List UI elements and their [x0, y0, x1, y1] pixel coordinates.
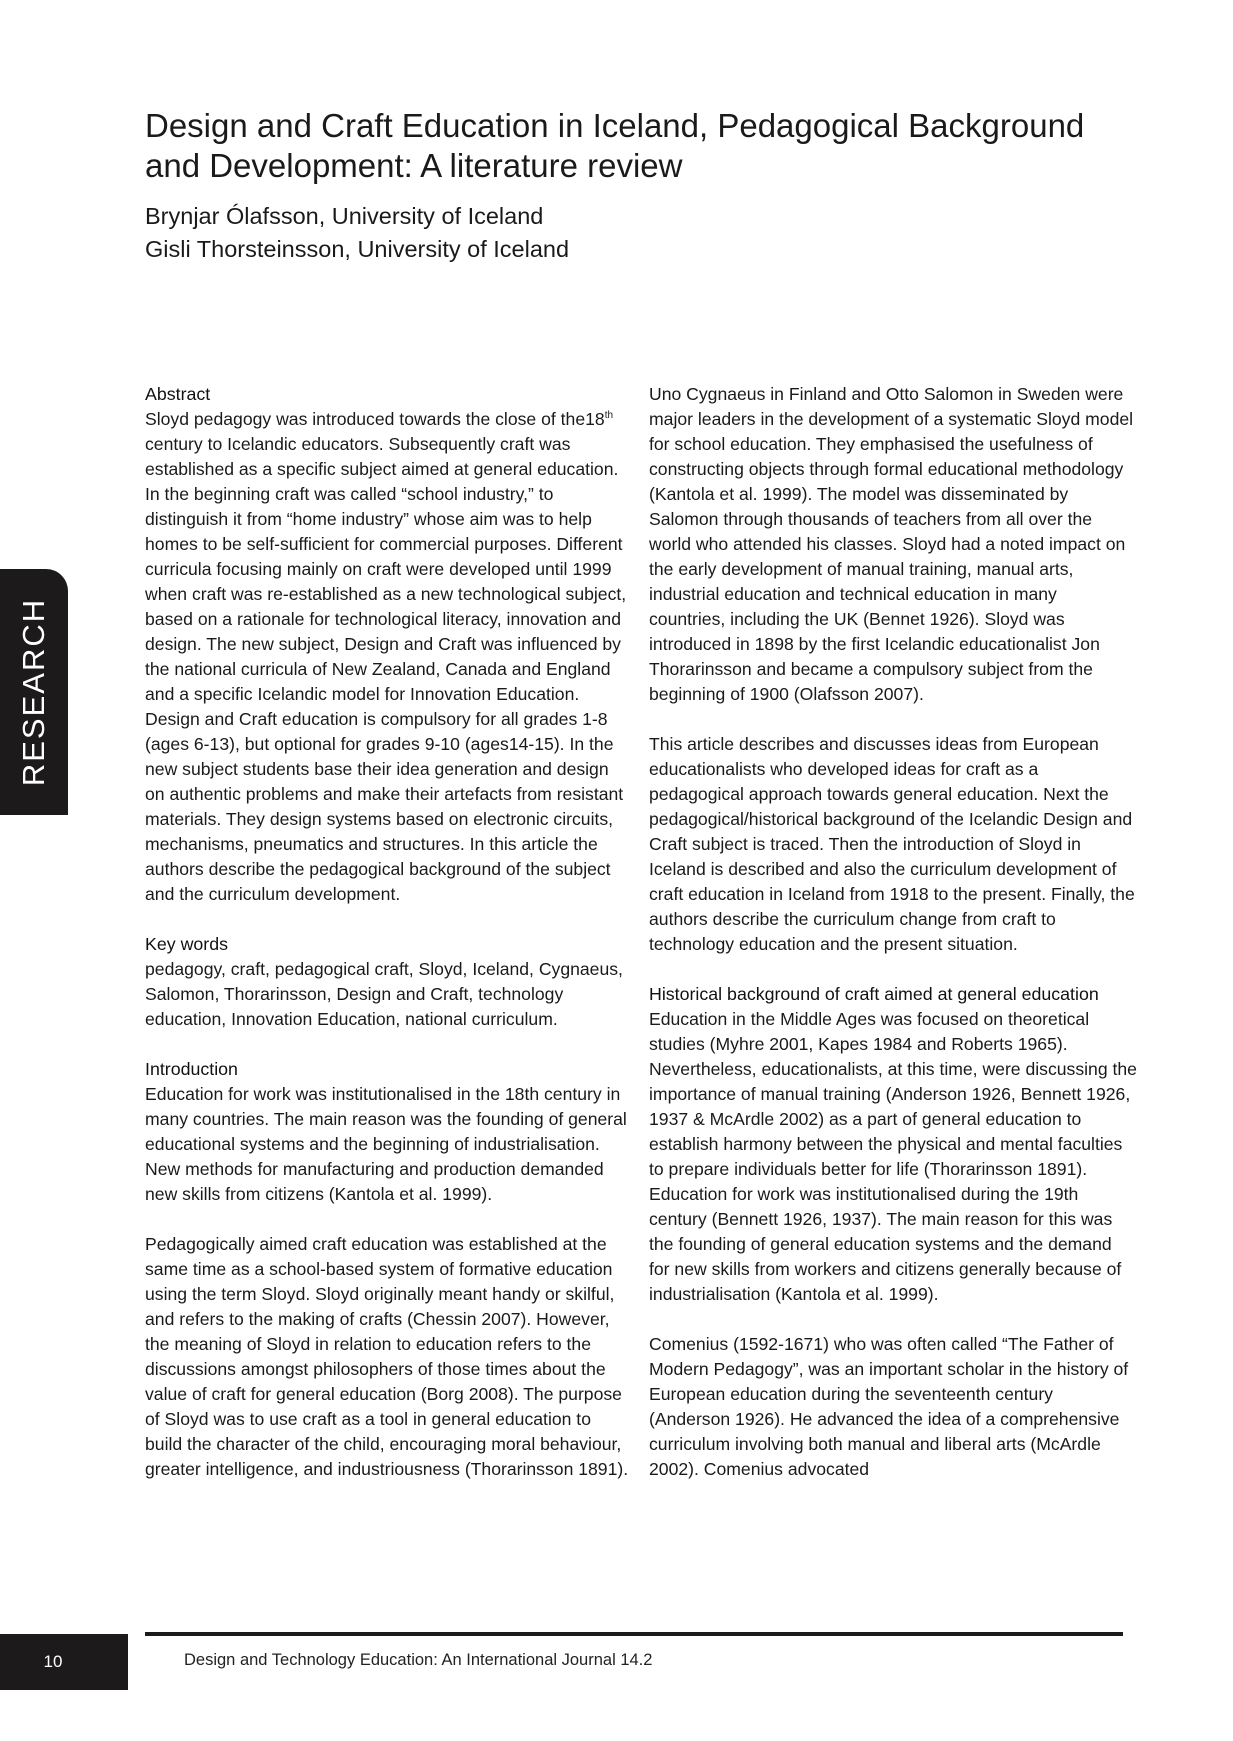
body-paragraph: Education in the Middle Ages was focused on theoretical studies (Myhre 2001, Kapes 1984 and Roberts 1965). Nevertheless, educationalists, at this time, were discussing the importance of manual training (Anderson 1926, Bennett 1926, 1937 & McArdle 2002) as a part of general education to establish harmony between the physical and mental faculties to prepare individuals better for life (Thorarinsson 1891). Education for work was institutionalised during the 19th century (Bennett 1926, 1937). The main reason for this was the founding of general education systems and the demand for new skills from workers and citizens generally because of industrialisation (Kantola et al. 1999). — [649, 1009, 1137, 1304]
abstract-text-start: Sloyd pedagogy was introduced towards the close of the18 — [145, 409, 605, 429]
keywords-heading: Key words — [145, 934, 229, 954]
abstract-heading: Abstract — [145, 384, 211, 404]
section-tab — [0, 569, 68, 815]
body-paragraph: Comenius (1592-1671) who was often called “The Father of Modern Pedagogy”, was an important scholar in the history of European education during the seventeenth century (Anderson 1926). He advanced the idea of a comprehensive curriculum involving both manual and liberal arts (McArdle 2002). Comenius advocated — [649, 1334, 1129, 1479]
article-title: Design and Craft Education in Iceland, Pedagogical Background and Development: A literature review — [145, 107, 1085, 184]
footer-rule — [145, 1632, 1123, 1636]
historical-background-heading: Historical background of craft aimed at general education — [649, 984, 1099, 1004]
right-column — [649, 382, 1137, 1482]
section-tab-label: RESEARCH — [16, 597, 51, 787]
ordinal-suffix: th — [604, 410, 614, 422]
body-paragraph: Uno Cygnaeus in Finland and Otto Salomon in Sweden were major leaders in the development of a systematic Sloyd model for school education. They emphasised the usefulness of constructing objects through formal educational methodology (Kantola et al. 1999). The model was disseminated by Salomon through thousands of teachers from all over the world who attended his classes. Sloyd had a noted impact on the early development of manual training, manual arts, industrial education and technical education in many countries, including the UK (Bennet 1926). Sloyd was introduced in 1898 by the first Icelandic educationalist Jon Thorarinsson and became a compulsory subject from the beginning of 1900 (Olafsson 2007). — [649, 384, 1134, 704]
body-paragraph: This article describes and discusses ideas from European educationalists who developed ideas for craft as a pedagogical approach towards general education. Next the pedagogical/historical background of the Icelandic Design and Craft subject is traced. Then the introduction of Sloyd in Iceland is described and also the curriculum development of craft education in Iceland from 1918 to the present. Finally, the authors describe the curriculum change from craft to technology education and the present situation. — [649, 734, 1135, 954]
introduction-paragraph: Education for work was institutionalised in the 18th century in many countries. The main reason was the founding of general educational systems and the beginning of industrialisation. New methods for manufacturing and production demanded new skills from citizens (Kantola et al. 1999). — [145, 1084, 627, 1204]
introduction-heading: Introduction — [145, 1059, 238, 1079]
introduction-paragraph: Pedagogically aimed craft education was established at the same time as a school-based system of formative education using the term Sloyd. Sloyd originally meant handy or skilful, and refers to the making of crafts (Chessin 2007). However, the meaning of Sloyd in relation to education refers to the discussions amongst philosophers of those times about the value of craft for general education (Borg 2008). The purpose of Sloyd was to use craft as a tool in general education to build the character of the child, encouraging moral behaviour, greater intelligence, and industriousness (Thorarinsson 1891). — [145, 1234, 629, 1479]
author-line: Gisli Thorsteinsson, University of Iceland — [145, 236, 570, 262]
abstract-text — [145, 407, 633, 907]
page-number-box — [0, 1634, 128, 1690]
keywords-text: pedagogy, craft, pedagogical craft, Sloyd, Iceland, Cygnaeus, Salomon, Thorarinsson, Design and Craft, technology education, Innovation Education, national curriculum. — [145, 959, 623, 1029]
page-number: 10 — [43, 1652, 63, 1671]
author-line: Brynjar Ólafsson, University of Iceland — [145, 203, 544, 229]
author-list — [145, 200, 1045, 266]
journal-name: Design and Technology Education: An International Journal 14.2 — [184, 1651, 653, 1669]
left-column — [145, 382, 633, 1482]
abstract-text-rest: century to Icelandic educators. Subsequently craft was established as a specific subject aimed at general education. In the beginning craft was called “school industry,” to distinguish it from “home industry” whose aim was to help homes to be self-sufficient for commercial purposes. Different curricula focusing mainly on craft were developed until 1999 when craft was re-established as a new technological subject, based on a rationale for technological literacy, innovation and design. The new subject, Design and Craft was influenced by the national curricula of New Zealand, Canada and England and a specific Icelandic model for Innovation Education. Design and Craft education is compulsory for all grades 1-8 (ages 6-13), but optional for grades 9-10 (ages14-15). In the new subject students base their idea generation and design on authentic problems and make their artefacts from resistant materials. They design systems based on electronic circuits, mechanisms, pneumatics and structures. In this article the authors describe the pedagogical background of the subject and the curriculum development. — [145, 434, 627, 904]
